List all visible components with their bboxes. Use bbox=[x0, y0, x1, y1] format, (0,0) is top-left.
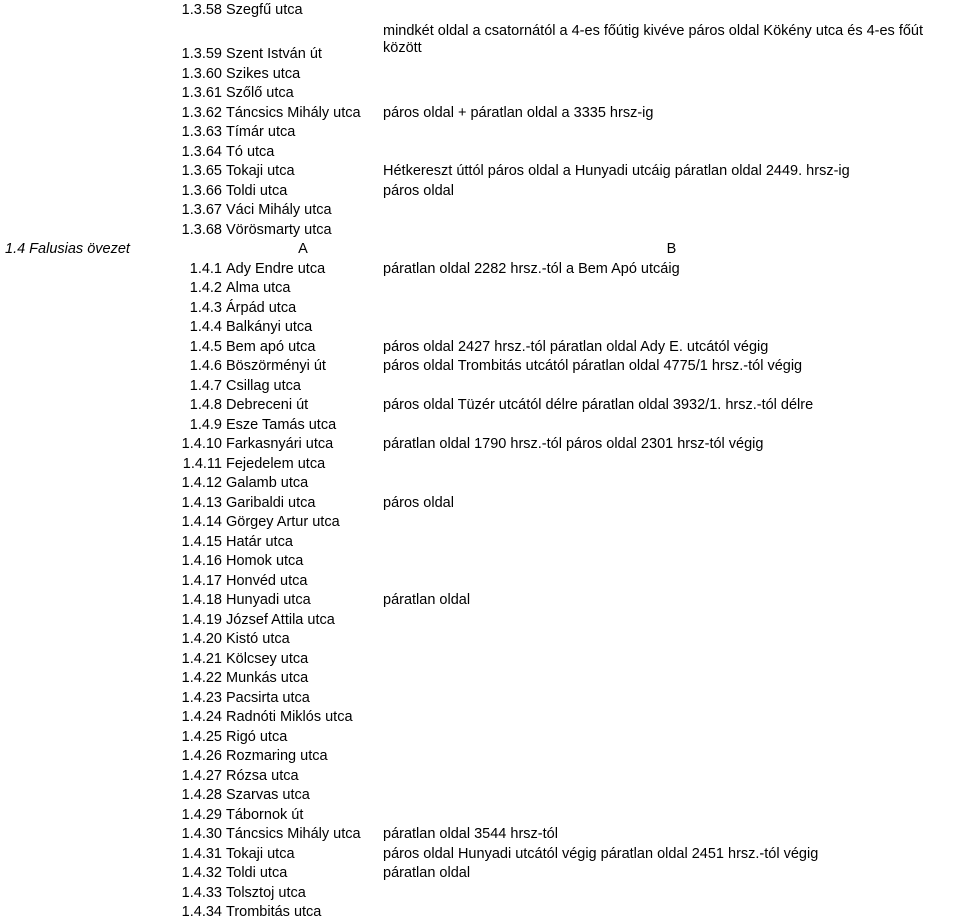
item-number: 1.4.4 bbox=[189, 319, 222, 336]
item-number: 1.3.66 bbox=[181, 182, 222, 199]
street-name: Tokaji utca bbox=[226, 845, 295, 862]
item-number: 1.4.16 bbox=[181, 553, 222, 570]
item-number: 1.4.8 bbox=[189, 397, 222, 414]
zone-description: páros oldal 2427 hrsz.-tól páratlan oldal Ady E. utcától végig bbox=[383, 338, 769, 355]
table-row bbox=[0, 863, 960, 883]
table-row bbox=[0, 395, 960, 415]
street-name: Rozmaring utca bbox=[226, 748, 328, 765]
item-number: 1.4.2 bbox=[189, 280, 222, 297]
item-number: 1.4.30 bbox=[181, 826, 222, 843]
table-row bbox=[0, 707, 960, 727]
table-row bbox=[0, 200, 960, 220]
item-number: 1.4.25 bbox=[181, 728, 222, 745]
table-row bbox=[0, 415, 960, 435]
item-number: 1.3.62 bbox=[181, 104, 222, 121]
item-number: 1.3.58 bbox=[181, 2, 222, 19]
item-number: 1.4.24 bbox=[181, 709, 222, 726]
item-number: 1.4.34 bbox=[181, 904, 222, 921]
street-name: Balkányi utca bbox=[226, 319, 313, 336]
table-row bbox=[0, 317, 960, 337]
item-number: 1.4.15 bbox=[181, 533, 222, 550]
street-name: Szőlő utca bbox=[226, 85, 294, 102]
item-number: 1.4.18 bbox=[181, 592, 222, 609]
table-row bbox=[0, 824, 960, 844]
street-name: Munkás utca bbox=[226, 670, 309, 687]
table-row bbox=[0, 668, 960, 688]
table-row bbox=[0, 122, 960, 142]
table-row bbox=[0, 454, 960, 474]
street-name: Homok utca bbox=[226, 553, 304, 570]
section-header-row bbox=[0, 239, 960, 259]
table-row bbox=[0, 259, 960, 279]
table-row bbox=[0, 805, 960, 825]
street-name: Garibaldi utca bbox=[226, 494, 316, 511]
table-row bbox=[0, 142, 960, 162]
table-row bbox=[0, 181, 960, 201]
table-row bbox=[0, 434, 960, 454]
street-name: Bem apó utca bbox=[226, 338, 316, 355]
item-number: 1.4.32 bbox=[181, 865, 222, 882]
table-row bbox=[0, 83, 960, 103]
table-row bbox=[0, 883, 960, 903]
item-number: 1.3.60 bbox=[181, 65, 222, 82]
table-row bbox=[0, 512, 960, 532]
zone-description: között bbox=[383, 39, 422, 56]
item-number: 1.4.1 bbox=[189, 260, 222, 277]
street-name: Radnóti Miklós utca bbox=[226, 709, 353, 726]
table-row bbox=[0, 766, 960, 786]
zone-description: páratlan oldal bbox=[383, 865, 471, 882]
item-number: 1.3.64 bbox=[181, 143, 222, 160]
street-name: Tábornok út bbox=[226, 806, 304, 823]
item-number: 1.3.63 bbox=[181, 124, 222, 141]
zone-description: mindkét oldal a csatornától a 4-es főútig kivéve páros oldal Kökény utca és 4-es főút bbox=[383, 22, 924, 39]
zone-description: páros oldal Trombitás utcától páratlan oldal 4775/1 hrsz.-tól végig bbox=[383, 358, 803, 375]
column-a-header: A bbox=[298, 241, 308, 258]
street-name: Ady Endre utca bbox=[226, 260, 326, 277]
item-number: 1.3.67 bbox=[181, 202, 222, 219]
street-name: Alma utca bbox=[226, 280, 291, 297]
street-name: Szent István út bbox=[226, 45, 322, 62]
item-number: 1.4.20 bbox=[181, 631, 222, 648]
street-name: Tolsztoj utca bbox=[226, 884, 306, 901]
item-number: 1.3.68 bbox=[181, 221, 222, 238]
table-row bbox=[0, 532, 960, 552]
item-number: 1.4.5 bbox=[189, 338, 222, 355]
item-number: 1.4.3 bbox=[189, 299, 222, 316]
item-number: 1.4.28 bbox=[181, 787, 222, 804]
table-row bbox=[0, 493, 960, 513]
section-title: 1.4 Falusias övezet bbox=[5, 241, 130, 258]
item-number: 1.4.7 bbox=[189, 377, 222, 394]
street-name: Böszörményi út bbox=[226, 358, 326, 375]
street-name: Váci Mihály utca bbox=[226, 202, 332, 219]
street-name: Pacsirta utca bbox=[226, 689, 310, 706]
street-name: Fejedelem utca bbox=[226, 455, 326, 472]
street-name: Szarvas utca bbox=[226, 787, 310, 804]
table-row bbox=[0, 688, 960, 708]
item-number: 1.4.10 bbox=[181, 436, 222, 453]
item-number: 1.4.22 bbox=[181, 670, 222, 687]
item-number: 1.4.26 bbox=[181, 748, 222, 765]
table-row bbox=[0, 551, 960, 571]
zone-description: páratlan oldal 3544 hrsz-tól bbox=[383, 826, 558, 843]
item-number: 1.4.33 bbox=[181, 884, 222, 901]
item-number: 1.4.27 bbox=[181, 767, 222, 784]
street-name: Szikes utca bbox=[226, 65, 301, 82]
zone-description: páros oldal + páratlan oldal a 3335 hrsz-ig bbox=[383, 104, 654, 121]
street-name: Tokaji utca bbox=[226, 163, 295, 180]
street-name: Rózsa utca bbox=[226, 767, 299, 784]
table-row bbox=[0, 844, 960, 864]
table-row bbox=[0, 590, 960, 610]
item-number: 1.4.29 bbox=[181, 806, 222, 823]
street-name: Hunyadi utca bbox=[226, 592, 311, 609]
street-name: Tó utca bbox=[226, 143, 275, 160]
zone-description: páratlan oldal 1790 hrsz.-tól páros oldal 2301 hrsz-tól végig bbox=[383, 436, 764, 453]
zone-description: páros oldal Hunyadi utcától végig páratlan oldal 2451 hrsz.-tól végig bbox=[383, 845, 819, 862]
street-name: Szegfű utca bbox=[226, 2, 303, 19]
item-number: 1.4.21 bbox=[181, 650, 222, 667]
street-name: Farkasnyári utca bbox=[226, 436, 334, 453]
street-name: Vörösmarty utca bbox=[226, 221, 332, 238]
table-row bbox=[0, 220, 960, 240]
table-row bbox=[0, 337, 960, 357]
item-number: 1.4.17 bbox=[181, 572, 222, 589]
street-name: Kistó utca bbox=[226, 631, 290, 648]
street-name: Honvéd utca bbox=[226, 572, 308, 589]
item-number: 1.4.6 bbox=[189, 358, 222, 375]
street-name: Tímár utca bbox=[226, 124, 296, 141]
zone-description: páros oldal Tüzér utcától délre páratlan oldal 3932/1. hrsz.-tól délre bbox=[383, 397, 814, 414]
table-row bbox=[0, 785, 960, 805]
table-row bbox=[0, 298, 960, 318]
table-row bbox=[0, 161, 960, 181]
table-row bbox=[0, 629, 960, 649]
item-number: 1.4.23 bbox=[181, 689, 222, 706]
street-name: Görgey Artur utca bbox=[226, 514, 340, 531]
street-name: Debreceni út bbox=[226, 397, 309, 414]
zone-description: páratlan oldal 2282 hrsz.-tól a Bem Apó utcáig bbox=[383, 260, 680, 277]
street-name: Esze Tamás utca bbox=[226, 416, 337, 433]
item-number: 1.4.13 bbox=[181, 494, 222, 511]
zone-description: páros oldal bbox=[383, 182, 454, 199]
street-name: Toldi utca bbox=[226, 182, 288, 199]
item-number: 1.4.11 bbox=[182, 455, 222, 472]
street-name: Táncsics Mihály utca bbox=[226, 826, 361, 843]
street-name: Rigó utca bbox=[226, 728, 288, 745]
table-row bbox=[0, 376, 960, 396]
street-name: Határ utca bbox=[226, 533, 293, 550]
street-name: Táncsics Mihály utca bbox=[226, 104, 361, 121]
item-number: 1.4.19 bbox=[181, 611, 222, 628]
table-row bbox=[0, 103, 960, 123]
street-name: Kölcsey utca bbox=[226, 650, 309, 667]
item-number: 1.4.9 bbox=[189, 416, 222, 433]
street-name: József Attila utca bbox=[226, 611, 335, 628]
street-name: Árpád utca bbox=[226, 299, 297, 316]
table-row bbox=[0, 610, 960, 630]
zone-description: Hétkereszt úttól páros oldal a Hunyadi utcáig páratlan oldal 2449. hrsz-ig bbox=[383, 163, 850, 180]
table-row bbox=[0, 473, 960, 493]
item-number: 1.4.31 bbox=[181, 845, 222, 862]
zone-description: páros oldal bbox=[383, 494, 454, 511]
item-number: 1.4.14 bbox=[181, 514, 222, 531]
table-row bbox=[0, 649, 960, 669]
item-number: 1.3.65 bbox=[181, 163, 222, 180]
column-b-header: B bbox=[666, 241, 677, 258]
table-row bbox=[0, 0, 960, 20]
street-name: Toldi utca bbox=[226, 865, 288, 882]
table-row bbox=[0, 278, 960, 298]
table-row bbox=[0, 20, 960, 64]
item-number: 1.3.61 bbox=[181, 85, 222, 102]
table-row bbox=[0, 356, 960, 376]
table-row bbox=[0, 64, 960, 84]
table-row bbox=[0, 746, 960, 766]
table-row bbox=[0, 571, 960, 591]
street-name: Csillag utca bbox=[226, 377, 301, 394]
street-name: Galamb utca bbox=[226, 475, 309, 492]
table-row bbox=[0, 727, 960, 747]
item-number: 1.4.12 bbox=[181, 475, 222, 492]
item-number: 1.3.59 bbox=[181, 45, 222, 62]
street-name: Trombitás utca bbox=[226, 904, 322, 921]
zone-description: páratlan oldal bbox=[383, 592, 471, 609]
